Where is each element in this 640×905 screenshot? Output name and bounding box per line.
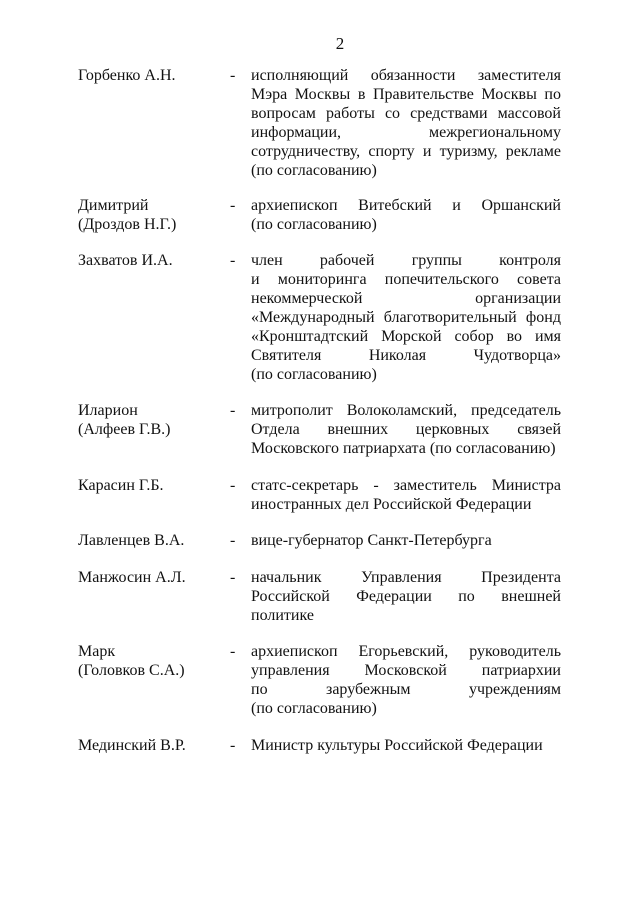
person-role: исполняющий обязанности заместителя Мэра Москвы в Правительстве Москвы по вопросам работы со средствами массовой информации, межрегиональному сотрудничеству, спорту и туризму, рекламе (по согласованию) [251, 67, 561, 179]
person-role: член рабочей группы контроля и мониторинга попечительского совета некоммерческой организации «Международный благотворительный фонд «Кронштадтский Морской собор во имя Святителя Николая Чудотворца» (по согласованию) [251, 252, 561, 383]
person-role: вице-губернатор Санкт-Петербурга [251, 532, 492, 549]
person-role: архиепископ Егорьевский, руководитель управления Московской патриархии по зарубежным учреждениям (по согласованию) [251, 643, 561, 717]
person-name: Манжосин А.Л. [78, 569, 186, 586]
dash-separator: - [230, 569, 236, 586]
person-name: Марк (Головков С.А.) [78, 643, 185, 679]
person-name: Захватов И.А. [78, 252, 173, 269]
person-name: Димитрий (Дроздов Н.Г.) [78, 197, 177, 233]
dash-separator: - [230, 197, 236, 214]
page-number: 2 [335, 34, 345, 53]
person-name: Карасин Г.Б. [78, 477, 164, 494]
person-name: Лавленцев В.А. [78, 532, 185, 549]
person-role: архиепископ Витебский и Оршанский (по согласованию) [251, 197, 561, 233]
dash-separator: - [230, 532, 236, 549]
dash-separator: - [230, 252, 236, 269]
dash-separator: - [230, 737, 236, 754]
person-name: Иларион (Алфеев Г.В.) [78, 402, 171, 438]
person-role: Министр культуры Российской Федерации [251, 737, 543, 754]
person-name: Мединский В.Р. [78, 737, 186, 754]
dash-separator: - [230, 402, 236, 419]
person-role: статс-секретарь - заместитель Министра иностранных дел Российской Федерации [251, 477, 561, 513]
person-name: Горбенко А.Н. [78, 67, 176, 84]
dash-separator: - [230, 643, 236, 660]
person-role: митрополит Волоколамский, председатель Отдела внешних церковных связей Московского патриархата (по согласованию) [251, 402, 561, 457]
person-role: начальник Управления Президента Российской Федерации по внешней политике [251, 569, 561, 624]
dash-separator: - [230, 477, 236, 494]
dash-separator: - [230, 67, 236, 84]
